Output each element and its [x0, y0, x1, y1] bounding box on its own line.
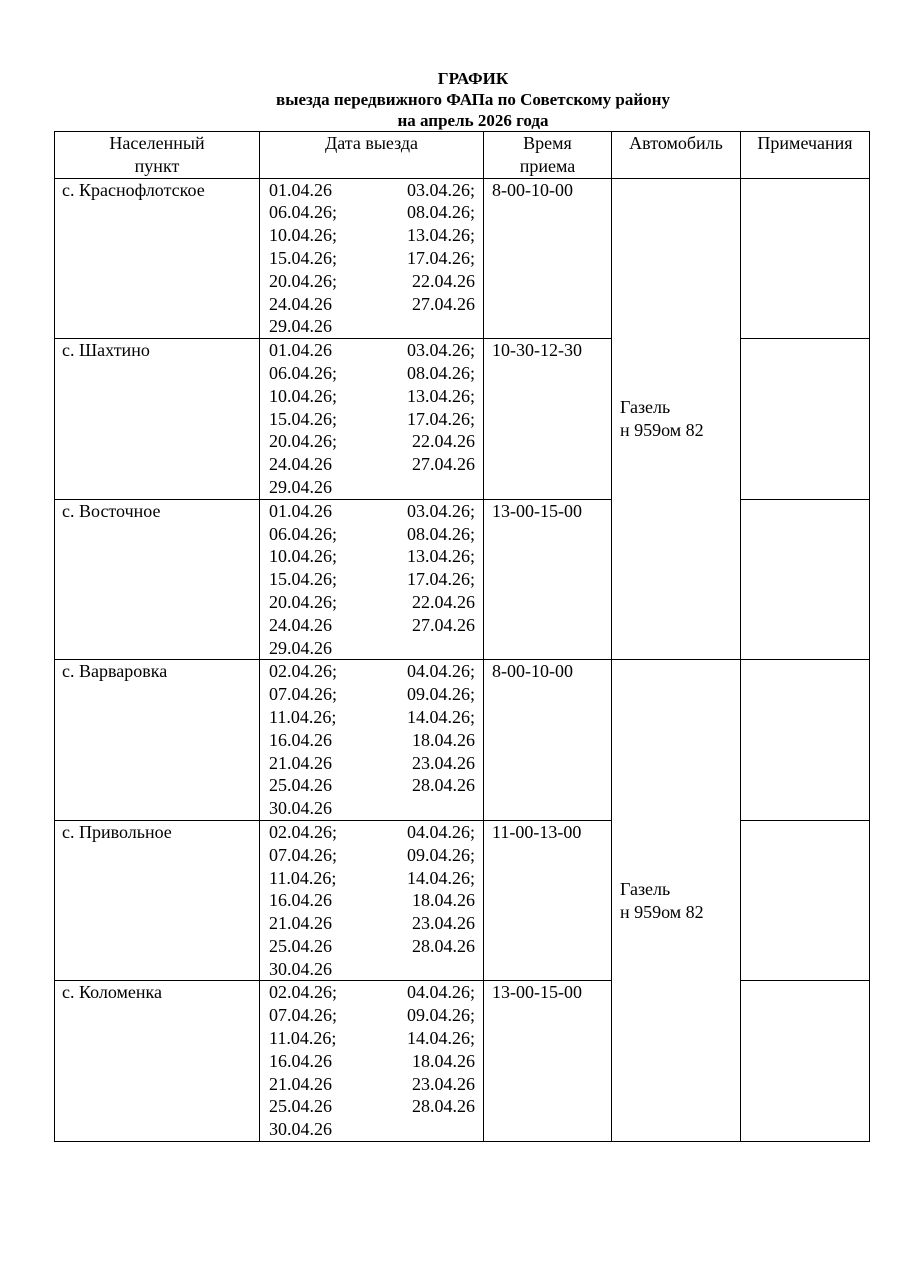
departure-dates: [260, 660, 484, 821]
column-header-notes: Примечания: [741, 132, 870, 179]
document-heading: [0, 68, 904, 131]
date-left: 06.04.26;: [269, 202, 338, 223]
notes-cell: [741, 499, 870, 660]
date-line: [260, 1027, 483, 1050]
settlement-name: с. Варваровка: [55, 660, 260, 821]
date-line: [260, 362, 483, 385]
date-right: 17.04.26;: [406, 247, 475, 268]
date-left: 30.04.26: [269, 958, 332, 979]
date-right: 09.04.26;: [406, 844, 475, 865]
date-right: 23.04.26: [412, 1073, 475, 1094]
date-line: [260, 774, 483, 797]
reception-time: 11-00-13-00: [484, 820, 612, 981]
date-line: [260, 545, 483, 568]
date-left: 25.04.26: [269, 1096, 332, 1117]
date-left: 10.04.26;: [269, 546, 338, 567]
date-right: 08.04.26;: [406, 202, 475, 223]
heading-subtitle: выезда передвижного ФАПа по Советскому району: [276, 90, 670, 109]
date-left: 07.04.26;: [269, 844, 338, 865]
notes-cell: [741, 339, 870, 500]
reception-time: 8-00-10-00: [484, 178, 612, 339]
date-line: [260, 293, 483, 316]
date-right: 27.04.26: [412, 614, 475, 635]
date-left: 25.04.26: [269, 775, 332, 796]
date-left: 10.04.26;: [269, 225, 338, 246]
date-left: 02.04.26;: [269, 821, 338, 842]
date-right: 14.04.26;: [406, 1028, 475, 1049]
settlement-name: с. Шахтино: [55, 339, 260, 500]
settlement-name: с. Коломенка: [55, 981, 260, 1142]
date-line: [260, 476, 483, 499]
date-right: 04.04.26;: [406, 821, 475, 842]
column-header-place: Населенный пункт: [55, 132, 260, 179]
date-left: 07.04.26;: [269, 684, 338, 705]
date-right: 22.04.26: [412, 270, 475, 291]
date-line: [260, 729, 483, 752]
date-line: [260, 958, 483, 981]
date-left: 20.04.26;: [269, 431, 338, 452]
date-line: [260, 912, 483, 935]
date-left: 01.04.26: [269, 500, 332, 521]
date-right: 14.04.26;: [406, 867, 475, 888]
column-header-vehicle: Автомобиль: [612, 132, 741, 179]
date-line: [260, 568, 483, 591]
date-line: [260, 1095, 483, 1118]
date-line: [260, 614, 483, 637]
date-line: [260, 591, 483, 614]
heading-period: на апрель 2026 года: [397, 111, 549, 130]
date-line: [260, 1073, 483, 1096]
date-line: [260, 224, 483, 247]
date-left: 10.04.26;: [269, 385, 338, 406]
vehicle-model: Газель: [620, 878, 671, 899]
date-right: 13.04.26;: [406, 546, 475, 567]
table-header-row: [55, 132, 870, 179]
date-line: [260, 821, 483, 844]
date-line: [260, 453, 483, 476]
date-right: 14.04.26;: [406, 706, 475, 727]
vehicle-cell: [612, 660, 741, 1142]
date-right: 13.04.26;: [406, 225, 475, 246]
date-line: [260, 981, 483, 1004]
date-left: 15.04.26;: [269, 247, 338, 268]
date-line: [260, 706, 483, 729]
notes-cell: [741, 820, 870, 981]
date-left: 11.04.26;: [269, 706, 337, 727]
date-line: [260, 867, 483, 890]
departure-dates: [260, 339, 484, 500]
date-left: 16.04.26: [269, 1050, 332, 1071]
date-right: 22.04.26: [412, 431, 475, 452]
date-line: [260, 844, 483, 867]
date-left: 21.04.26: [269, 1073, 332, 1094]
date-line: [260, 637, 483, 660]
table-row: [55, 339, 870, 500]
vehicle-plate: н 959ом 82: [620, 419, 704, 440]
reception-time: 13-00-15-00: [484, 499, 612, 660]
date-line: [260, 889, 483, 912]
date-line: [260, 523, 483, 546]
date-right: 17.04.26;: [406, 569, 475, 590]
settlement-name: с. Привольное: [55, 820, 260, 981]
date-left: 29.04.26: [269, 316, 332, 337]
column-header-time: Время приема: [484, 132, 612, 179]
date-line: [260, 339, 483, 362]
date-line: [260, 683, 483, 706]
column-header-dates: Дата выезда: [260, 132, 484, 179]
date-left: 25.04.26: [269, 935, 332, 956]
table-row: [55, 499, 870, 660]
date-left: 29.04.26: [269, 637, 332, 658]
date-right: 04.04.26;: [406, 982, 475, 1003]
notes-cell: [741, 660, 870, 821]
table-row: [55, 981, 870, 1142]
date-left: 30.04.26: [269, 798, 332, 819]
date-line: [260, 179, 483, 202]
date-line: [260, 247, 483, 270]
date-line: [260, 315, 483, 338]
date-line: [260, 797, 483, 820]
date-right: 18.04.26: [412, 1050, 475, 1071]
date-left: 16.04.26: [269, 729, 332, 750]
date-left: 06.04.26;: [269, 523, 338, 544]
date-left: 01.04.26: [269, 340, 332, 361]
date-left: 24.04.26: [269, 293, 332, 314]
date-line: [260, 935, 483, 958]
date-right: 28.04.26: [412, 775, 475, 796]
date-right: 13.04.26;: [406, 385, 475, 406]
date-line: [260, 660, 483, 683]
settlement-name: с. Краснофлотское: [55, 178, 260, 339]
date-left: 20.04.26;: [269, 591, 338, 612]
schedule-table: [54, 131, 870, 1142]
date-left: 21.04.26: [269, 752, 332, 773]
date-right: 03.04.26;: [406, 179, 475, 200]
date-left: 20.04.26;: [269, 270, 338, 291]
date-right: 22.04.26: [412, 591, 475, 612]
date-left: 21.04.26: [269, 913, 332, 934]
date-right: 18.04.26: [412, 729, 475, 750]
date-left: 24.04.26: [269, 454, 332, 475]
date-line: [260, 408, 483, 431]
date-left: 11.04.26;: [269, 867, 337, 888]
reception-time: 13-00-15-00: [484, 981, 612, 1142]
date-right: 27.04.26: [412, 293, 475, 314]
heading-title: ГРАФИК: [437, 69, 509, 88]
date-right: 17.04.26;: [406, 408, 475, 429]
date-left: 02.04.26;: [269, 661, 338, 682]
notes-cell: [741, 981, 870, 1142]
vehicle-plate: н 959ом 82: [620, 901, 704, 922]
date-line: [260, 201, 483, 224]
date-right: 18.04.26: [412, 890, 475, 911]
date-left: 30.04.26: [269, 1119, 332, 1140]
date-line: [260, 385, 483, 408]
date-right: 03.04.26;: [406, 500, 475, 521]
date-left: 29.04.26: [269, 476, 332, 497]
date-right: 03.04.26;: [406, 340, 475, 361]
date-line: [260, 270, 483, 293]
date-left: 16.04.26: [269, 890, 332, 911]
date-left: 15.04.26;: [269, 569, 338, 590]
schedule-body: [55, 178, 870, 1141]
date-right: 09.04.26;: [406, 684, 475, 705]
date-right: 08.04.26;: [406, 523, 475, 544]
departure-dates: [260, 499, 484, 660]
date-line: [260, 752, 483, 775]
date-right: 04.04.26;: [406, 661, 475, 682]
settlement-name: с. Восточное: [55, 499, 260, 660]
date-right: 28.04.26: [412, 935, 475, 956]
vehicle-model: Газель: [620, 397, 671, 418]
date-right: 28.04.26: [412, 1096, 475, 1117]
departure-dates: [260, 178, 484, 339]
date-line: [260, 1118, 483, 1141]
date-right: 09.04.26;: [406, 1005, 475, 1026]
date-line: [260, 430, 483, 453]
date-left: 11.04.26;: [269, 1028, 337, 1049]
table-row: [55, 820, 870, 981]
date-left: 02.04.26;: [269, 982, 338, 1003]
notes-cell: [741, 178, 870, 339]
date-right: 23.04.26: [412, 752, 475, 773]
table-row: [55, 178, 870, 339]
date-right: 08.04.26;: [406, 362, 475, 383]
date-line: [260, 500, 483, 523]
date-right: 23.04.26: [412, 913, 475, 934]
date-left: 01.04.26: [269, 179, 332, 200]
reception-time: 8-00-10-00: [484, 660, 612, 821]
reception-time: 10-30-12-30: [484, 339, 612, 500]
date-right: 27.04.26: [412, 454, 475, 475]
departure-dates: [260, 981, 484, 1142]
date-left: 15.04.26;: [269, 408, 338, 429]
date-line: [260, 1050, 483, 1073]
departure-dates: [260, 820, 484, 981]
vehicle-cell: [612, 178, 741, 660]
date-left: 07.04.26;: [269, 1005, 338, 1026]
date-left: 24.04.26: [269, 614, 332, 635]
table-row: [55, 660, 870, 821]
date-left: 06.04.26;: [269, 362, 338, 383]
date-line: [260, 1004, 483, 1027]
